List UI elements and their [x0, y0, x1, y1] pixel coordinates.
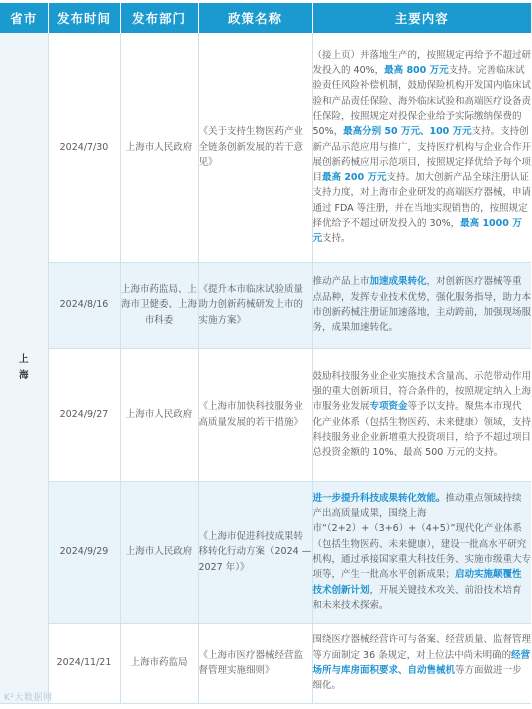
row-policy-name: 《提升本市临床试验质量 助力创新药械研发上市的实施方案》: [198, 262, 312, 348]
highlight-text: 最高 1000 万元: [312, 218, 522, 245]
row-date: 2024/7/30: [48, 33, 120, 262]
row-date: 2024/11/21: [48, 623, 120, 703]
row-date: 2024/9/27: [48, 348, 120, 481]
row-content: 围绕医疗器械经营许可与备案、经营质量、监督管理等方面制定 36 条规定，对上位法中尚未明确的经营场所与库房面积要求、自动售械机等方面做进一步细化。: [312, 623, 531, 703]
row-policy-name: 《上海市促进科技成果转移转化行动方案（2024 — 2027 年）》: [198, 481, 312, 623]
row-dept: 上海市药监局: [120, 623, 198, 703]
row-date: 2024/8/16: [48, 262, 120, 348]
header-province: 省市: [0, 3, 48, 33]
row-content: 鼓励科技服务业企业实施技术含量高、示范带动作用强的重大创新项目，符合条件的，按照规定纳入上海市服务业发展专项资金等予以支持。聚焦本市现代化产业体系（包括生物医药、未来健康）领域，支持科技服务业企业新增重大投资项目，给予不超过项目总投资金额的 10%、最高 500 万元的支持。: [312, 348, 531, 481]
header-name: 政策名称: [198, 3, 312, 33]
row-dept: 上海市药监局、上海市卫健委、上海市科委: [120, 262, 198, 348]
highlight-text: 最高分别 50 万元、100 万元: [343, 126, 472, 138]
highlight-text: 专项资金: [369, 401, 408, 413]
row-date: 2024/9/29: [48, 481, 120, 623]
highlight-text: 启动实施颠覆性技术创新计划: [312, 569, 522, 596]
row-content: （接上页）并落地生产的，按照规定再给予不超过研发投入的 40%，最高 800 万元支持。完善临床试验责任风险补偿机制，鼓励保险机构开发国内临床试验和产品责任保险、海外临床试验和高端医疗设备责任保险，按照规定对投保企业给予实际缴纳保费的 50%，最高分别 50 万元、100 万元支持。支持创新产品示范应用与推广，支持医疗机构与企业合作开展创新药械应用示范项目，按照规定择优给予每个项目最高 200 万元支持。加大创新产品全球注册认证支持力度，对上海市企业研发的高端医疗器械，申请通过 FDA 等注册，并在当地实现销售的，按照规定择优给予不超过研发投入的 30%，最高 1000 万元支持。: [312, 33, 531, 262]
row-dept: 上海市人民政府: [120, 481, 198, 623]
table-row: [0, 33, 531, 262]
header-date: 发布时间: [48, 3, 120, 33]
row-policy-name: 《上海市医疗器械经营监督管理实施细则》: [198, 623, 312, 703]
watermark: K²大数据网: [4, 693, 53, 703]
row-content: 进一步提升科技成果转化效能。推动重点领域持续产出高质量成果，围绕上海市“（2+2）+（3+6）+（4+5）”现代化产业体系（包括生物医药、未来健康），建设一批高水平研究机构，通过承接国家重大科技任务、实施市级重大专项等，产生一批高水平创新成果；启动实施颠覆性技术创新计划，开展关键技术攻关、前沿技术培育和未来技术探索。: [312, 481, 531, 623]
highlight-text: 加速成果转化: [369, 276, 427, 288]
highlight-text: 进一步提升科技成果转化效能。: [312, 492, 446, 504]
row-content: 推动产品上市加速成果转化，对创新医疗器械等重点品种，发挥专业技术优势，强化服务指导，助力本市创新药械注册证加速落地，主动跨前，加强现场服务，成果加速转化。: [312, 262, 531, 348]
table-row: [0, 348, 531, 481]
province-label: 上 海: [18, 354, 29, 381]
highlight-text: 最高 200 万元: [322, 172, 387, 184]
row-policy-name: 《关于支持生物医药产业全链条创新发展的若干意见》: [198, 33, 312, 262]
table-header: [0, 3, 531, 33]
header-content: 主要内容: [312, 3, 531, 33]
header-dept: 发布部门: [120, 3, 198, 33]
table-row: [0, 623, 531, 703]
province-cell: [0, 33, 48, 703]
highlight-text: 经营场所与库房面积要求、自动售械机: [312, 649, 531, 676]
highlight-text: 最高 800 万元: [384, 65, 449, 77]
row-dept: 上海市人民政府: [120, 348, 198, 481]
table-row: [0, 262, 531, 348]
table-row: [0, 481, 531, 623]
row-policy-name: 《上海市加快科技服务业高质量发展的若干措施》: [198, 348, 312, 481]
row-dept: 上海市人民政府: [120, 33, 198, 262]
policy-table: [0, 3, 531, 704]
